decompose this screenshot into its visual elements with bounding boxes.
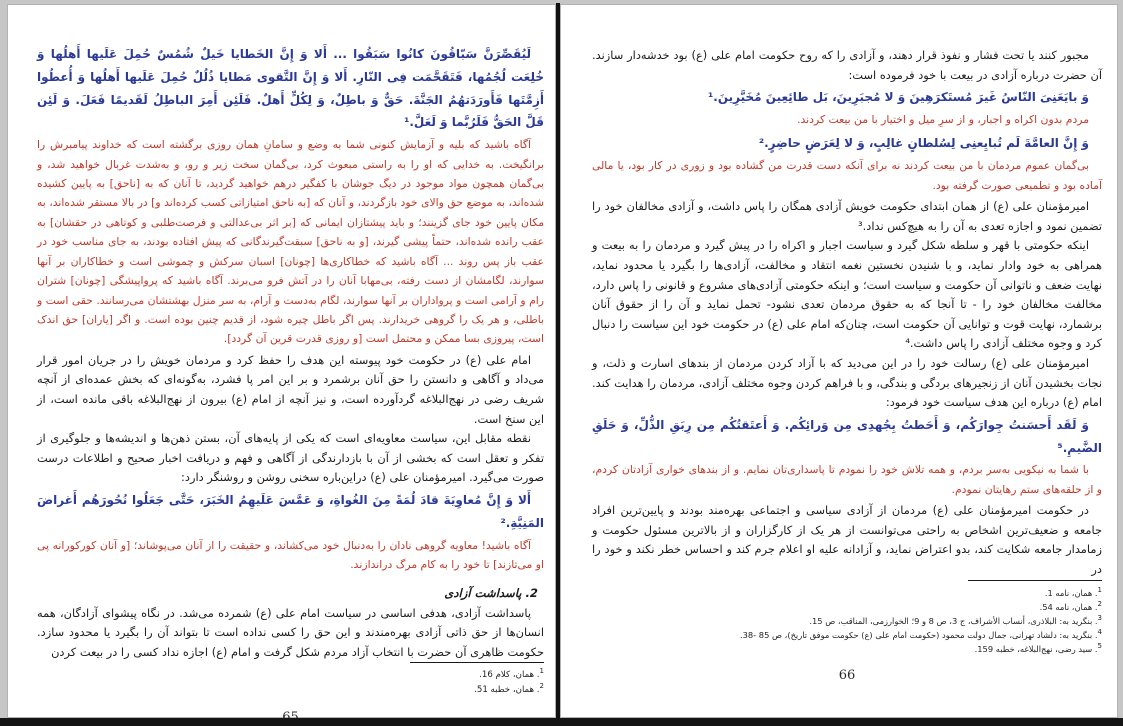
body-paragraph: پاسداشت آزادی، هدفی اساسی در سیاست امام علی (ع) شمرده می‌شد. در نگاه پیشوای آزادگان، همه انسان‌ها از حق ذاتی آزادی بهره‌مندند و این حق را کسی نداده است تا بتواند آن را بگیرد یا محدود سازد. حکومت ظاهری آن حضرت با انتخاب آزاد مردم شکل گرفت و امام (ع) اجازه نداد کسی را در بیعت کردن	[37, 605, 544, 659]
footnote	[592, 628, 1102, 642]
footnote-text: . همان، خطبه 51.	[474, 685, 540, 696]
body-paragraph: اینکه حکومتی با قهر و سلطه شکل گیرد و سیاست اجبار و اکراه را در پیش گیرد و مردمان را به بیعت و همراهی به خود وادار نماید، و با شنیدن نخستین نغمه انتقاد و مخالفت، آزادی‌ها را بگیرد یا محدود نماید، نهایت ضعف و ناتوانی آن حکومت و سیاست است؛ و اینکه حکومتی آزادی‌های مشروع و قانونی را پاس دارد، مخالفت مخالفان خود را - تا آنجا که به حقوق مردمان تعدی نشود- تحمل نماید و آن را از حقوق آنان برشمارد، نهایت قوت و توانایی آن حکومت است، چنان‌که امام علی (ع) در حکومت خود این سیاست را دنبال کرد و وجوه مختلف آزادی را پاس داشت.⁴	[592, 238, 1102, 351]
translation-text: بی‌گمان عموم مردمان با من بیعت کردند نه برای آنکه دست قدرت من گشاده بود و زوری در کار بود، یا مالی آماده بود و تطمیعی صورت گرفته بود.	[592, 159, 1102, 192]
footnote	[592, 600, 1102, 614]
section-heading: 2. پاسداشت آزادی	[444, 585, 538, 600]
body-paragraph: امام علی (ع) در حکومت خود پیوسته این هدف را حفظ کرد و مردمان خویش را در جریان امور قرار می‌داد و آگاهی و دانستن را حق آنان برشمرد و بر این امر پا فشرد، به‌گونه‌ای که بخش عمده‌ای از آنچه شریف رضی در نهج‌البلاغه گردآورده است، و نیز آنچه از امام (ع) بیرون از نهج‌البلاغه باقی مانده است، از این سنخ است.	[37, 352, 544, 426]
footnotes	[592, 586, 1102, 656]
page-number: 66	[838, 668, 856, 684]
translation-text: مردم بدون اکراه و اجبار، و از سرِ میل و اختیار با من بیعت کردند.	[797, 113, 1089, 127]
footnote-text: . همان، کلام 16.	[479, 670, 540, 681]
footnote-marker: 4	[1097, 628, 1102, 637]
footnote-text: . همان، نامه 54.	[1039, 601, 1098, 612]
footnote-divider	[968, 580, 1102, 581]
arabic-quote: أَلا وَ إِنَّ مُعاوِيَةَ قادَ لُمَةً مِنَ الغُواةِ، وَ عَمَّسَ عَلَيهِمُ الخَبَرَ، حَتَّى جَعَلُوا نُحُورَهُم أَغراضَ المَنِيَّةِ.²	[37, 493, 544, 530]
arabic-quote: لَيُقَصِّرَنَّ سَبّاقُونَ كانُوا سَبَقُوا ... أَلا وَ إِنَّ الخَطايا خَيلٌ شُمُسٌ حُمِلَ عَلَيها أَهلُها وَ خُلِعَت لُجُمُها، فَتَقَحَّمَت فِى النّارِ. أَلا وَ إِنَّ التَّقوى مَطايا ذُلُلٌ حُمِلَ عَلَيها أَهلُها وَ أُعطُوا أَزِمَّتَها فَأَورَدَتهُمُ الجَنَّةَ. حَقٌّ وَ باطِلٌ، وَ لِكُلٍّ أَهلٌ. فَلَئِن أَمِرَ الباطِلُ لَقَديمًا فَعَلَ. وَ لَئِن قَلَّ الحَقُّ فَلَرُبَّما وَ لَعَلَّ.¹	[37, 47, 544, 130]
footnote	[592, 586, 1102, 600]
footnote-marker: 2	[1097, 599, 1102, 608]
footnote-divider	[410, 662, 544, 663]
translation-text: آگاه باشید که بلیه و آزمایش کنونی شما به وضع و سامانِ همان روزی برگشته است که خداوند پیامبرش را برانگیخت. به خدایی که او را به راستی مبعوث کرد، بی‌گمان سخت زیر و رو، و به‌شدت غربال خواهید شد، و بی‌گمان همچون مواد موجود در دیگ جوشان با کفگیر درهم خواهید گردید، تا آنان که به [ناحق] به پایین کشیده شده‌اند، به موضع حق والای خود بازگردند، و آنان که [به ناحق امتیازاتی کسب کرده‌اند و] در بالا مستقر شده‌اند، به مکان پایین خود جای گزینند؛ و باید پیشتازان ایمانی که [بر اثر بی‌عدالتی و فرصت‌طلبی و کوتاهی در حقشان] به عقب رانده شده‌اند، حتماً پیشی گیرند، [و به ناحق] سبقت‌گیرندگانی که پیش افتاده بودند، به جای مناسب خود در عقب باز پس روند ... آگاه باشید که خطاکاری‌ها [چونان] اسبان سرکش و چموشی است و خطاکاران بر آنها سوارند، لگامشان از دست رفته، بی‌مهابا آنان را در آتش فرو می‌برند. آگاه باشید که پرواپیشگی [چونان] شتران رام و آرامی است و پرواداران بر آنها سوارند، لگام به‌دست و آرام، به سر منزل بهشتشان می‌رسانند. حقی است و باطلی، و هر یک را گروهی خریدارند. پس اگر باطل چیره شود، از قدیم چنین بوده است. و اگر [یاران] حق اندک است، پیروزی بسا ممکن و محتمل است [و روزی قدرت قرین آن گردد].	[37, 138, 544, 346]
page-footer	[37, 662, 544, 725]
page-right	[560, 4, 1118, 718]
translation-text: با شما به نیکویی به‌سر بردم، و همه تلاش خود را نمودم تا پاسداری‌تان نمایم. و از بندهای خواری آزادتان کردم، و از حلقه‌های ستم رهایتان نمودم.	[592, 463, 1102, 496]
footnote	[592, 642, 1102, 656]
footnote	[37, 683, 544, 698]
translation-text: آگاه باشید! معاویه گروهی نادان را به‌دنبال خود می‌کشاند، و حقیقت را از آنان می‌پوشاند؛ [و آنان کورکورانه پی او می‌تازند] تا خود را به کام مرگ دراندازند.	[37, 538, 544, 572]
page-left	[7, 4, 556, 718]
footnote-marker: 2	[539, 682, 544, 691]
body-paragraph: در حکومت امیرمؤمنان علی (ع) مردمان از آزادی سیاسی و اجتماعی بهره‌مند بودند و پایین‌ترین افراد جامعه و ضعیف‌ترین اشخاص به راحتی می‌توانست از هر یک از کارگزاران و از بالاترین مسئول حکومت و زمامدار جامعه شکایت کند، بدو اعتراض نماید، و آزادانه علیه او اعلام جرم کند و احساس خطر نکند و خود را در	[592, 503, 1102, 577]
footnote-marker: 1	[539, 667, 544, 676]
footnote-text: . بنگرید به: دلشاد تهرانی، جمال دولت محمود (حکومت امام علی (ع) حکومت موفق تاریخ)، ص 85 -38.	[739, 629, 1098, 640]
arabic-quote: وَ لَقَد أَحسَنتُ جِوارَكُم، وَ أَحَطتُ بِجُهدِى مِن وَرائِكُم. وَ أَعتَقتُكُم مِن رِبَقِ الذُّلِّ، وَ حَلَقِ الضَّيمِ.⁵	[592, 417, 1102, 455]
body-paragraph: مجبور کنند یا تحت فشار و نفوذ قرار دهند، و آزادی را که روح حکومت امام علی (ع) بود خدشه‌دار سازند. آن حضرت درباره آزادی در بیعت با خود فرموده است:	[592, 48, 1102, 82]
footnote-marker: 3	[1097, 614, 1102, 623]
footnote-marker: 5	[1097, 642, 1102, 651]
footnote-text: . همان، نامه 1.	[1044, 587, 1098, 598]
arabic-quote: وَ إِنَّ العامَّةَ لَم تُبايِعنِى لِسُلطانٍ غالِبٍ، وَ لا لِعَرَضٍ حاضِرٍ.²	[758, 136, 1089, 151]
page-footer	[592, 580, 1102, 683]
footnote-text: . سید رضی، نهج‌البلاغه، خطبه 159.	[974, 644, 1098, 655]
footnote-marker: 1	[1097, 585, 1102, 594]
footnote	[592, 614, 1102, 628]
arabic-quote: وَ بايَعَنِىَ النّاسُ غَيرَ مُستَكرَهِينَ وَ لا مُجبَرِينَ، بَل طائِعِينَ مُخَيَّرِينَ.¹	[708, 90, 1089, 105]
footnote-text: . بنگرید به: البلاذری، أنساب الأشراف، ج 3، ص 8 و 9؛ الخوارزمی، المناقب، ص 15.	[809, 615, 1098, 626]
page-bottom-edge	[0, 718, 1123, 726]
body-paragraph: امیرمؤمنان علی (ع) از همان ابتدای حکومت خویش آزادی همگان را پاس داشت، و آزادی مخالفان خود را تضمین نمود و اجازه تعدی به آن را به هیچ‌کس نداد.³	[592, 199, 1102, 233]
footnotes	[37, 668, 544, 698]
body-paragraph: امیرمؤمنان علی (ع) رسالت خود را در این می‌دید که با آزاد کردن مردمان از بندهای اسارت و ذلت، و نجات بخشیدن آنان از زنجیرهای بردگی و بندگی، و با فراهم کردن وجوه مختلف آزادی، مردمان را هدایت کند. امام (ع) درباره این هدف سیاست خود فرمود:	[592, 355, 1102, 410]
footnote	[37, 668, 544, 683]
body-paragraph: نقطه مقابل این، سیاست معاویه‌ای است که یکی از پایه‌های آن، بستن ذهن‌ها و اندیشه‌ها و جلوگیری از تفکر و تعقل است که بخشی از آن با بازدارندگی از آگاهی و فهم و دریافت اخبار صحیح و اطلاعات درست صورت می‌گیرد. امیرمؤمنان علی (ع) دراین‌باره سخنی روشن و روشنگر دارد:	[37, 431, 544, 485]
